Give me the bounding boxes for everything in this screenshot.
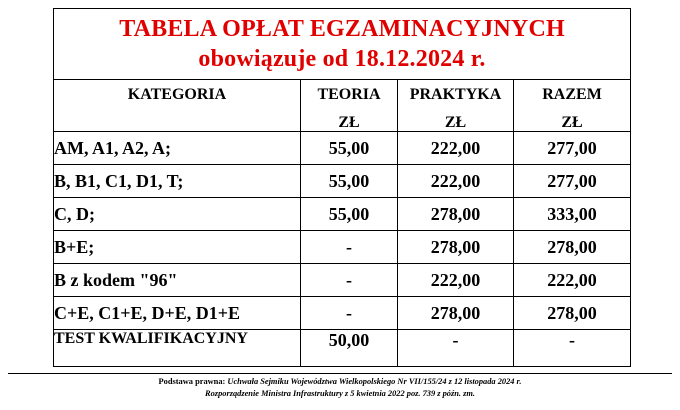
header-row <box>54 80 631 132</box>
total-cell: 277,00 <box>514 165 631 198</box>
validity-date: obowiązuje od 18.12.2024 r. <box>198 46 486 72</box>
practice-cell: 222,00 <box>398 165 514 198</box>
category-cell: C, D; <box>54 198 301 231</box>
page-title: TABELA OPŁAT EGZAMINACYJNYCH <box>119 16 565 42</box>
total-cell: 222,00 <box>514 264 631 297</box>
theory-cell: 55,00 <box>301 132 398 165</box>
header-theory-label: TEORIA <box>317 86 381 103</box>
category-cell: B z kodem "96" <box>54 264 301 297</box>
header-theory <box>301 80 398 132</box>
practice-cell: 278,00 <box>398 231 514 264</box>
theory-cell: 50,00 <box>301 330 398 367</box>
total-cell: 278,00 <box>514 297 631 330</box>
table-row <box>54 231 631 264</box>
table-row <box>54 132 631 165</box>
header-practice-label: PRAKTYKA <box>409 86 502 103</box>
theory-cell: 55,00 <box>301 165 398 198</box>
category-cell: B+E; <box>54 231 301 264</box>
header-practice-unit: ZŁ <box>444 114 467 131</box>
practice-cell: - <box>398 330 514 367</box>
legal-basis-text: Uchwała Sejmiku Województwa Wielkopolskiego Nr VII/155/24 z 12 listopada 2024 r. <box>227 377 522 386</box>
title-cell <box>54 9 631 80</box>
category-cell: B, B1, C1, D1, T; <box>54 165 301 198</box>
category-cell: C+E, C1+E, D+E, D1+E <box>54 297 301 330</box>
practice-cell: 278,00 <box>398 297 514 330</box>
theory-cell: 55,00 <box>301 198 398 231</box>
header-total-unit: ZŁ <box>561 114 583 131</box>
theory-cell: - <box>301 297 398 330</box>
footer-regulation: Rozporządzenie Ministra Infrastruktury z 5 kwietnia 2022 poz. 739 z późn. zm. <box>205 389 475 398</box>
total-cell: - <box>514 330 631 367</box>
table-row <box>54 264 631 297</box>
header-total <box>514 80 631 132</box>
footer-divider <box>8 373 672 374</box>
title-row <box>54 9 631 80</box>
table-row <box>54 297 631 330</box>
header-category-label: KATEGORIA <box>127 86 227 103</box>
header-practice <box>398 80 514 132</box>
legal-basis-label: Podstawa prawna: <box>158 377 226 386</box>
category-cell: AM, A1, A2, A; <box>54 132 301 165</box>
footer <box>0 376 680 400</box>
theory-cell: - <box>301 231 398 264</box>
table-row <box>54 198 631 231</box>
practice-cell: 278,00 <box>398 198 514 231</box>
header-total-label: RAZEM <box>542 86 602 103</box>
total-cell: 333,00 <box>514 198 631 231</box>
practice-cell: 222,00 <box>398 264 514 297</box>
practice-cell: 222,00 <box>398 132 514 165</box>
total-cell: 277,00 <box>514 132 631 165</box>
header-category <box>54 80 301 132</box>
theory-cell: - <box>301 264 398 297</box>
footer-legal-basis <box>0 376 680 388</box>
fee-table <box>53 8 631 367</box>
table-row <box>54 330 631 367</box>
category-cell: TEST KWALIFIKACYJNY <box>54 330 301 367</box>
header-theory-unit: ZŁ <box>338 114 360 131</box>
total-cell: 278,00 <box>514 231 631 264</box>
table-row <box>54 165 631 198</box>
